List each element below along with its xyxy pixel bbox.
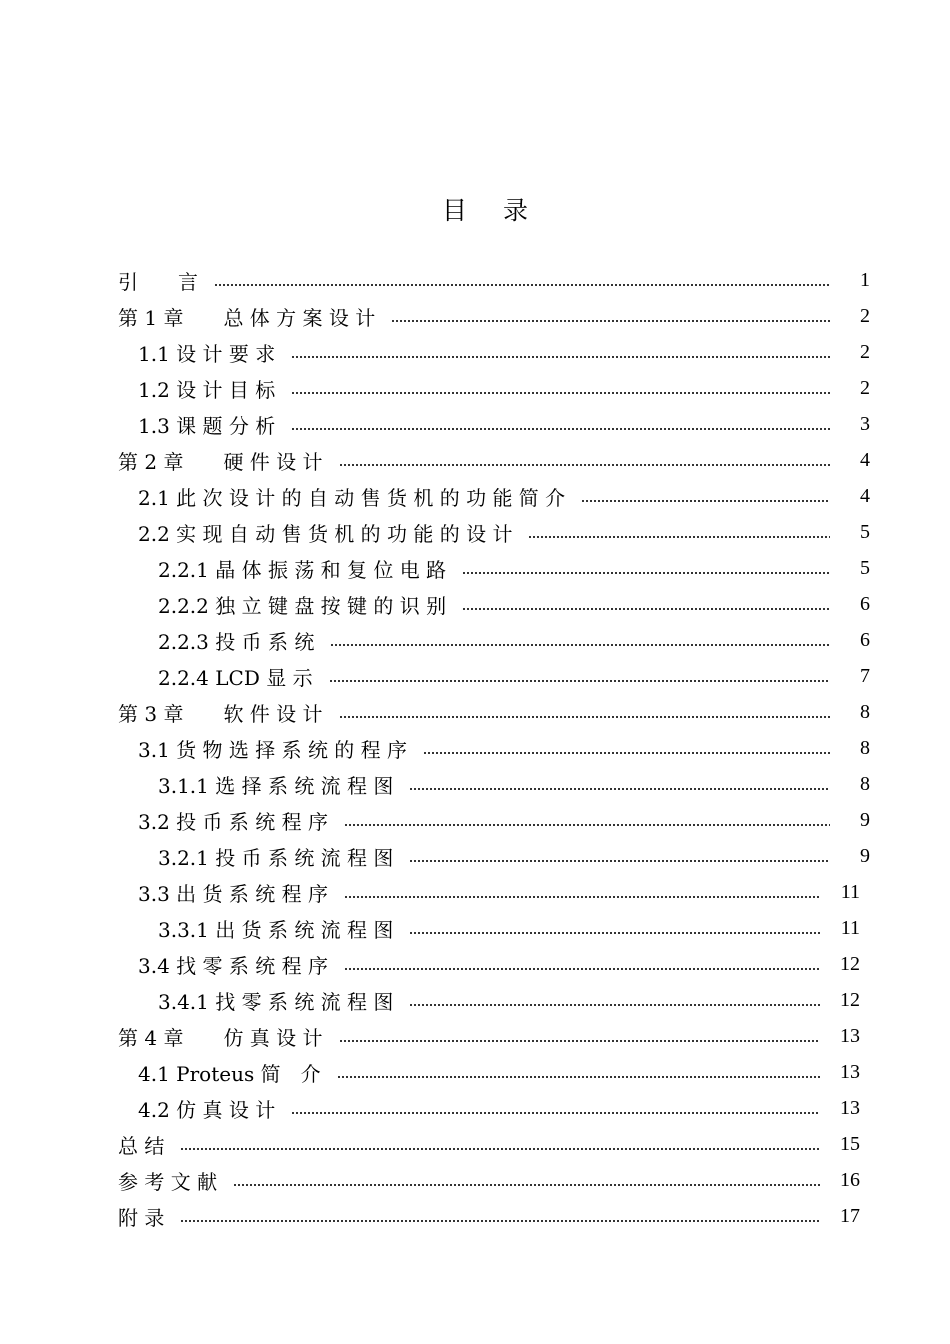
toc-entry-label: 4.1 Proteus 简 介 xyxy=(138,1061,321,1086)
toc-entry-label: 2.2.2 独 立 键 盘 按 键 的 识 别 xyxy=(158,593,447,618)
toc-entry-label: 3.1 货 物 选 择 系 统 的 程 序 xyxy=(138,737,408,762)
dot-leader xyxy=(291,427,830,431)
toc-entry[interactable] xyxy=(0,550,950,586)
toc-entry[interactable] xyxy=(0,334,950,370)
dot-leader xyxy=(344,967,820,971)
toc-entry[interactable] xyxy=(0,838,950,874)
toc-entry[interactable] xyxy=(0,262,950,298)
toc-entry[interactable] xyxy=(0,1162,950,1198)
toc-entry[interactable] xyxy=(0,478,950,514)
toc-entry[interactable] xyxy=(0,730,950,766)
dot-leader xyxy=(423,751,830,755)
dot-leader xyxy=(291,391,830,395)
toc-entry-page-number: 2 xyxy=(860,304,870,327)
table-of-contents xyxy=(0,262,950,1234)
dot-leader xyxy=(409,787,830,791)
toc-entry-label: 1.2 设 计 目 标 xyxy=(138,377,276,402)
dot-leader xyxy=(339,715,830,719)
dot-leader xyxy=(528,535,830,539)
toc-entry-page-number: 8 xyxy=(860,700,870,723)
toc-entry-label: 1.3 课 题 分 析 xyxy=(138,413,276,438)
dot-leader xyxy=(291,355,830,359)
dot-leader xyxy=(180,1219,820,1223)
toc-entry-page-number: 11 xyxy=(840,880,860,903)
toc-entry-page-number: 8 xyxy=(860,736,870,759)
toc-entry[interactable] xyxy=(0,946,950,982)
dot-leader xyxy=(337,1075,820,1079)
toc-entry-page-number: 13 xyxy=(840,1024,860,1047)
toc-entry[interactable] xyxy=(0,442,950,478)
toc-entry-page-number: 2 xyxy=(860,340,870,363)
dot-leader xyxy=(291,1111,820,1115)
toc-entry-page-number: 4 xyxy=(860,484,870,507)
toc-entry[interactable] xyxy=(0,514,950,550)
dot-leader xyxy=(344,823,830,827)
toc-entry[interactable] xyxy=(0,1126,950,1162)
dot-leader xyxy=(344,895,820,899)
dot-leader xyxy=(330,643,830,647)
toc-entry-page-number: 17 xyxy=(840,1204,860,1227)
toc-entry-label: 参 考 文 献 xyxy=(118,1169,218,1194)
toc-entry[interactable] xyxy=(0,1018,950,1054)
toc-entry-page-number: 4 xyxy=(860,448,870,471)
toc-entry-page-number: 13 xyxy=(840,1096,860,1119)
toc-entry[interactable] xyxy=(0,406,950,442)
dot-leader xyxy=(180,1147,820,1151)
dot-leader xyxy=(339,463,830,467)
toc-entry-page-number: 6 xyxy=(860,592,870,615)
dot-leader xyxy=(409,1003,820,1007)
toc-entry[interactable] xyxy=(0,694,950,730)
toc-entry-label: 3.4 找 零 系 统 程 序 xyxy=(138,953,328,978)
toc-entry[interactable] xyxy=(0,982,950,1018)
dot-leader xyxy=(233,1183,820,1187)
toc-entry[interactable] xyxy=(0,874,950,910)
dot-leader xyxy=(329,679,830,683)
dot-leader xyxy=(462,571,830,575)
toc-entry-page-number: 13 xyxy=(840,1060,860,1083)
dot-leader xyxy=(339,1039,820,1043)
toc-entry-label: 3.2 投 币 系 统 程 序 xyxy=(138,809,328,834)
toc-entry-label: 第 4 章 仿 真 设 计 xyxy=(118,1025,323,1050)
toc-entry-page-number: 1 xyxy=(860,268,870,291)
toc-entry-page-number: 16 xyxy=(840,1168,860,1191)
toc-entry-label: 总 结 xyxy=(118,1133,165,1158)
toc-entry-page-number: 5 xyxy=(860,556,870,579)
dot-leader xyxy=(409,931,820,935)
toc-entry-page-number: 9 xyxy=(860,844,870,867)
toc-entry[interactable] xyxy=(0,1054,950,1090)
toc-entry-label: 3.2.1 投 币 系 统 流 程 图 xyxy=(158,845,394,870)
dot-leader xyxy=(391,319,830,323)
dot-leader xyxy=(214,283,830,287)
toc-entry[interactable] xyxy=(0,802,950,838)
toc-entry-page-number: 8 xyxy=(860,772,870,795)
toc-entry-page-number: 11 xyxy=(840,916,860,939)
toc-entry-label: 2.1 此 次 设 计 的 自 动 售 货 机 的 功 能 简 介 xyxy=(138,485,566,510)
toc-entry[interactable] xyxy=(0,586,950,622)
toc-entry-page-number: 6 xyxy=(860,628,870,651)
toc-entry-label: 2.2 实 现 自 动 售 货 机 的 功 能 的 设 计 xyxy=(138,521,513,546)
dot-leader xyxy=(462,607,830,611)
dot-leader xyxy=(581,499,830,503)
toc-entry-page-number: 12 xyxy=(840,952,860,975)
toc-entry[interactable] xyxy=(0,658,950,694)
toc-entry-label: 第 2 章 硬 件 设 计 xyxy=(118,449,323,474)
toc-entry-page-number: 5 xyxy=(860,520,870,543)
toc-entry-label: 3.3 出 货 系 统 程 序 xyxy=(138,881,328,906)
page-title: 目 录 xyxy=(442,196,542,225)
toc-entry-label: 3.1.1 选 择 系 统 流 程 图 xyxy=(158,773,394,798)
toc-entry[interactable] xyxy=(0,622,950,658)
toc-entry-label: 1.1 设 计 要 求 xyxy=(138,341,276,366)
toc-entry[interactable] xyxy=(0,298,950,334)
toc-entry-label: 3.3.1 出 货 系 统 流 程 图 xyxy=(158,917,394,942)
toc-entry-page-number: 3 xyxy=(860,412,870,435)
toc-entry-label: 2.2.4 LCD 显 示 xyxy=(158,665,313,690)
toc-entry-label: 第 3 章 软 件 设 计 xyxy=(118,701,323,726)
toc-entry[interactable] xyxy=(0,370,950,406)
toc-entry-label: 2.2.1 晶 体 振 荡 和 复 位 电 路 xyxy=(158,557,447,582)
toc-entry[interactable] xyxy=(0,766,950,802)
toc-entry-page-number: 2 xyxy=(860,376,870,399)
toc-entry-label: 2.2.3 投 币 系 统 xyxy=(158,629,315,654)
toc-entry-page-number: 12 xyxy=(840,988,860,1011)
toc-entry-label: 第 1 章 总 体 方 案 设 计 xyxy=(118,305,376,330)
toc-entry-page-number: 15 xyxy=(840,1132,860,1155)
toc-entry-label: 附 录 xyxy=(118,1205,165,1230)
toc-entry[interactable] xyxy=(0,910,950,946)
toc-entry-page-number: 9 xyxy=(860,808,870,831)
toc-entry-label: 4.2 仿 真 设 计 xyxy=(138,1097,276,1122)
toc-entry-label: 引 言 xyxy=(118,269,198,294)
toc-entry[interactable] xyxy=(0,1198,950,1234)
toc-entry-page-number: 7 xyxy=(860,664,870,687)
toc-entry[interactable] xyxy=(0,1090,950,1126)
toc-entry-label: 3.4.1 找 零 系 统 流 程 图 xyxy=(158,989,394,1014)
dot-leader xyxy=(409,859,830,863)
